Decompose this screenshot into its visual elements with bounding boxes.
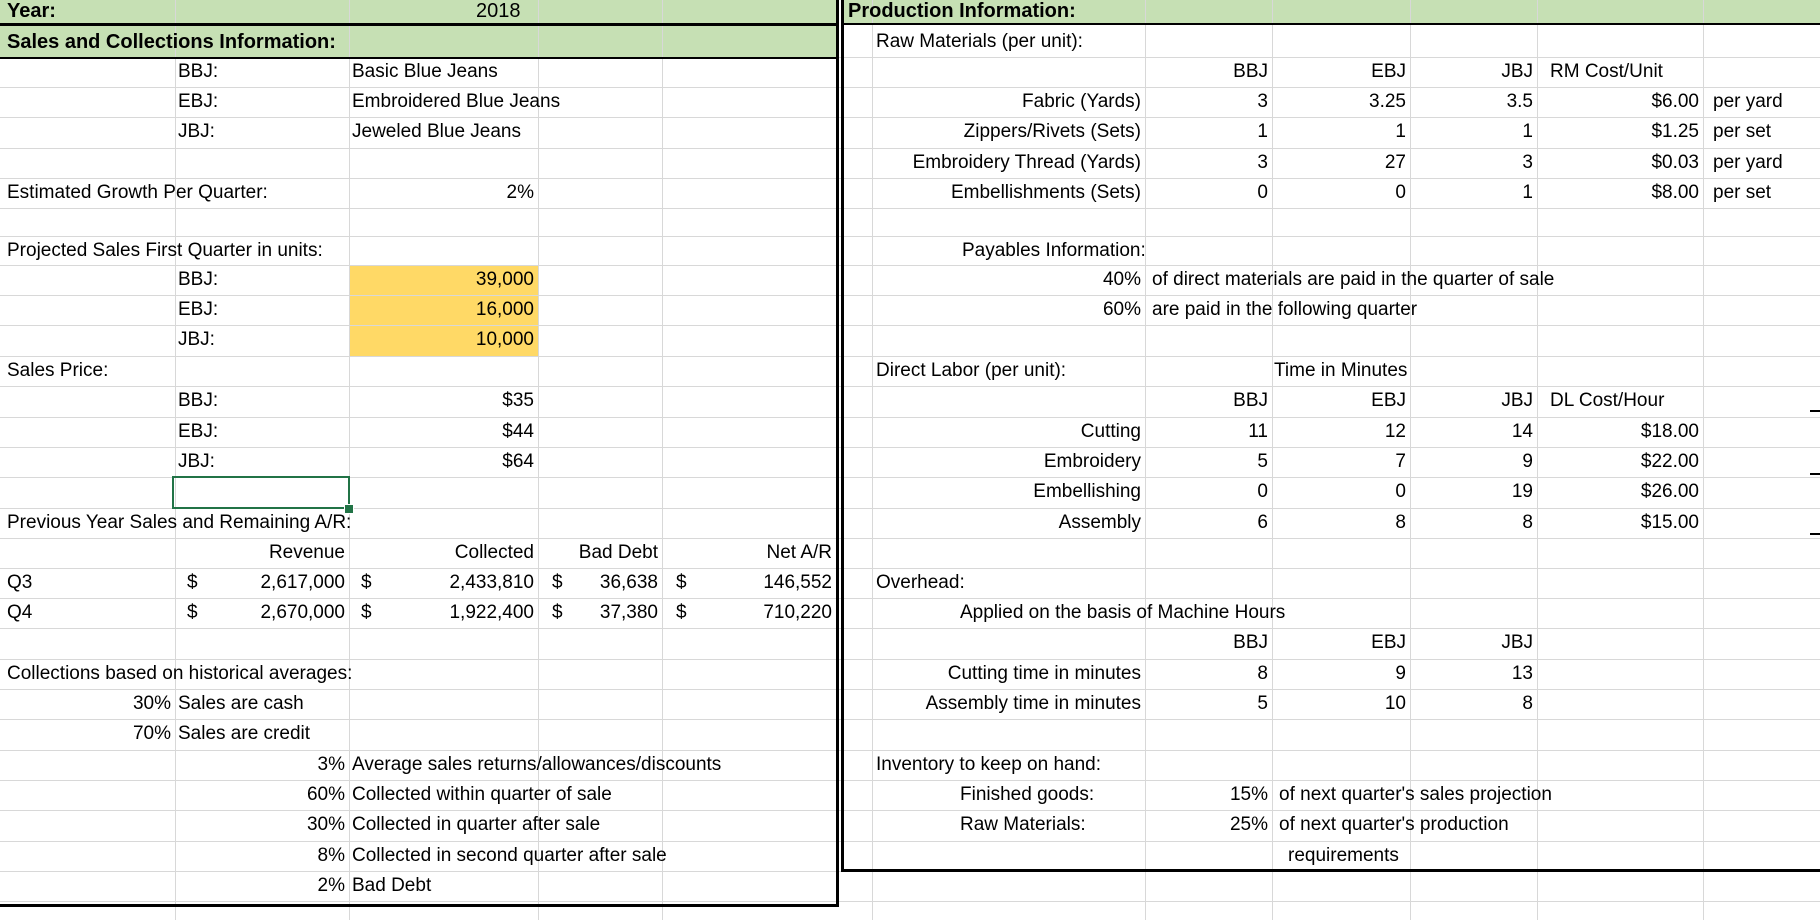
col-header-collected: Collected xyxy=(454,542,534,563)
dl-ebj[interactable]: 12 xyxy=(1384,421,1406,442)
oh-ebj[interactable]: 9 xyxy=(1395,663,1406,684)
rm-bbj[interactable]: 1 xyxy=(1257,121,1268,142)
inventory-text-cont: requirements xyxy=(1288,845,1399,866)
inventory-pct[interactable]: 25% xyxy=(1229,814,1268,835)
credit-text: Sales are credit xyxy=(178,723,311,744)
quarter-label: Q3 xyxy=(7,572,33,593)
rm-header-ebj: EBJ xyxy=(1371,61,1406,82)
collection-text: Bad Debt xyxy=(352,875,432,896)
product-code: EBJ: xyxy=(178,91,219,112)
production-section-title: Production Information: xyxy=(848,0,1076,22)
rm-cost[interactable]: $1.25 xyxy=(1651,121,1699,142)
collection-text: Average sales returns/allowances/discounts xyxy=(352,754,722,775)
prev-year-label: Previous Year Sales and Remaining A/R: xyxy=(7,512,352,533)
dl-name: Assembly xyxy=(1058,512,1141,533)
dl-header-ebj: EBJ xyxy=(1371,390,1406,411)
rm-name: Zippers/Rivets (Sets) xyxy=(963,121,1141,142)
inventory-label: Inventory to keep on hand: xyxy=(876,754,1101,775)
collection-pct[interactable]: 30% xyxy=(306,814,345,835)
growth-label: Estimated Growth Per Quarter: xyxy=(7,182,268,203)
oh-ebj[interactable]: 10 xyxy=(1384,693,1406,714)
dl-jbj[interactable]: 9 xyxy=(1522,451,1533,472)
border xyxy=(1810,473,1820,475)
border xyxy=(836,0,839,907)
rm-header-cost: RM Cost/Unit xyxy=(1550,61,1663,82)
rm-cost[interactable]: $8.00 xyxy=(1651,182,1699,203)
inventory-text: of next quarter's sales projection xyxy=(1279,784,1552,805)
projected-units-input[interactable]: 10,000 xyxy=(475,329,534,350)
direct-labor-label: Direct Labor (per unit): xyxy=(876,360,1067,381)
bad-debt-value[interactable]: 36,638 xyxy=(599,572,658,593)
dl-header-cost: DL Cost/Hour xyxy=(1550,390,1665,411)
currency-symbol: $ xyxy=(187,602,198,623)
rm-header-bbj: BBJ xyxy=(1233,61,1268,82)
rm-jbj[interactable]: 3.5 xyxy=(1506,91,1533,112)
product-name: Basic Blue Jeans xyxy=(352,61,498,82)
col-header-net-ar: Net A/R xyxy=(766,542,832,563)
collection-text: Collected within quarter of sale xyxy=(352,784,612,805)
product-name: Embroidered Blue Jeans xyxy=(352,91,561,112)
rm-header-jbj: JBJ xyxy=(1501,61,1533,82)
collection-text: Collected in quarter after sale xyxy=(352,814,601,835)
dl-ebj[interactable]: 8 xyxy=(1395,512,1406,533)
sales-price-label: Sales Price: xyxy=(7,360,109,381)
inventory-name: Raw Materials: xyxy=(960,814,1086,835)
bad-debt-value[interactable]: 37,380 xyxy=(599,602,658,623)
rm-cost[interactable]: $0.03 xyxy=(1651,152,1699,173)
projected-code: BBJ: xyxy=(178,269,219,290)
oh-header-jbj: JBJ xyxy=(1501,632,1533,653)
year-value[interactable]: 2018 xyxy=(476,0,521,22)
rm-unit: per yard xyxy=(1713,91,1783,112)
rm-ebj[interactable]: 1 xyxy=(1395,121,1406,142)
product-code: BBJ: xyxy=(178,61,219,82)
dl-jbj[interactable]: 14 xyxy=(1511,421,1533,442)
net-ar-value[interactable]: 146,552 xyxy=(763,572,832,593)
currency-symbol: $ xyxy=(361,572,372,593)
rm-jbj[interactable]: 1 xyxy=(1522,182,1533,203)
oh-name: Cutting time in minutes xyxy=(947,663,1141,684)
rm-ebj[interactable]: 0 xyxy=(1395,182,1406,203)
dl-name: Cutting xyxy=(1080,421,1141,442)
payables-label: Payables Information: xyxy=(962,240,1146,261)
dl-bbj[interactable]: 0 xyxy=(1257,481,1268,502)
oh-name: Assembly time in minutes xyxy=(925,693,1141,714)
time-in-minutes-label: Time in Minutes xyxy=(1274,360,1408,381)
border xyxy=(841,0,844,872)
rm-bbj[interactable]: 3 xyxy=(1257,152,1268,173)
rm-cost[interactable]: $6.00 xyxy=(1651,91,1699,112)
rm-bbj[interactable]: 3 xyxy=(1257,91,1268,112)
dl-name: Embroidery xyxy=(1043,451,1141,472)
col-header-bad-debt: Bad Debt xyxy=(578,542,658,563)
dl-header-bbj: BBJ xyxy=(1233,390,1268,411)
oh-header-ebj: EBJ xyxy=(1371,632,1406,653)
collection-pct[interactable]: 8% xyxy=(317,845,345,866)
oh-header-bbj: BBJ xyxy=(1233,632,1268,653)
dl-ebj[interactable]: 7 xyxy=(1395,451,1406,472)
price-value[interactable]: $64 xyxy=(502,451,534,472)
rm-unit: per set xyxy=(1713,182,1772,203)
revenue-value[interactable]: 2,670,000 xyxy=(260,602,345,623)
dl-bbj[interactable]: 11 xyxy=(1248,421,1268,442)
currency-symbol: $ xyxy=(187,572,198,593)
cash-pct[interactable]: 30% xyxy=(132,693,171,714)
dl-jbj[interactable]: 19 xyxy=(1511,481,1533,502)
year-header-fill xyxy=(0,0,838,23)
rm-ebj[interactable]: 3.25 xyxy=(1369,91,1406,112)
inventory-name: Finished goods: xyxy=(960,784,1095,805)
rm-jbj[interactable]: 3 xyxy=(1522,152,1533,173)
oh-bbj[interactable]: 8 xyxy=(1257,663,1268,684)
rm-jbj[interactable]: 1 xyxy=(1522,121,1533,142)
border xyxy=(1810,410,1820,412)
cash-text: Sales are cash xyxy=(178,693,304,714)
dl-name: Embellishing xyxy=(1033,481,1141,502)
collection-pct[interactable]: 3% xyxy=(317,754,345,775)
col-header-revenue: Revenue xyxy=(268,542,345,563)
dl-cost[interactable]: $26.00 xyxy=(1640,481,1699,502)
price-value[interactable]: $35 xyxy=(502,390,534,411)
growth-value[interactable]: 2% xyxy=(506,182,534,203)
price-code: BBJ: xyxy=(178,390,219,411)
rm-bbj[interactable]: 0 xyxy=(1257,182,1268,203)
dl-bbj[interactable]: 6 xyxy=(1257,512,1268,533)
projected-units-input[interactable]: 16,000 xyxy=(475,299,534,320)
rm-name: Embroidery Thread (Yards) xyxy=(912,152,1141,173)
product-code: JBJ: xyxy=(178,121,215,142)
payables-text: of direct materials are paid in the quarter of sale xyxy=(1152,269,1555,290)
collected-value[interactable]: 2,433,810 xyxy=(449,572,534,593)
projected-code: JBJ: xyxy=(178,329,215,350)
dl-header-jbj: JBJ xyxy=(1501,390,1533,411)
active-cell-selection[interactable] xyxy=(172,476,350,509)
currency-symbol: $ xyxy=(676,572,687,593)
price-value[interactable]: $44 xyxy=(502,421,534,442)
border xyxy=(0,904,839,907)
dl-jbj[interactable]: 8 xyxy=(1522,512,1533,533)
border xyxy=(0,23,838,26)
price-code: EBJ: xyxy=(178,421,219,442)
overhead-basis: Applied on the basis of Machine Hours xyxy=(960,602,1286,623)
collection-text: Collected in second quarter after sale xyxy=(352,845,667,866)
sales-section-title: Sales and Collections Information: xyxy=(7,31,336,53)
oh-jbj[interactable]: 8 xyxy=(1522,693,1533,714)
collection-pct[interactable]: 60% xyxy=(306,784,345,805)
overhead-label: Overhead: xyxy=(876,572,965,593)
dl-cost[interactable]: $18.00 xyxy=(1640,421,1699,442)
currency-symbol: $ xyxy=(552,602,563,623)
currency-symbol: $ xyxy=(676,602,687,623)
dl-bbj[interactable]: 5 xyxy=(1257,451,1268,472)
dl-cost[interactable]: $22.00 xyxy=(1640,451,1699,472)
price-code: JBJ: xyxy=(178,451,215,472)
dl-cost[interactable]: $15.00 xyxy=(1640,512,1699,533)
rm-ebj[interactable]: 27 xyxy=(1384,152,1406,173)
currency-symbol: $ xyxy=(361,602,372,623)
quarter-label: Q4 xyxy=(7,602,33,623)
oh-jbj[interactable]: 13 xyxy=(1511,663,1533,684)
collected-value[interactable]: 1,922,400 xyxy=(449,602,534,623)
payables-text: are paid in the following quarter xyxy=(1152,299,1418,320)
rm-name: Fabric (Yards) xyxy=(1022,91,1141,112)
revenue-value[interactable]: 2,617,000 xyxy=(260,572,345,593)
projected-units-input[interactable]: 39,000 xyxy=(475,269,534,290)
dl-ebj[interactable]: 0 xyxy=(1395,481,1406,502)
projected-label: Projected Sales First Quarter in units: xyxy=(7,240,323,261)
oh-bbj[interactable]: 5 xyxy=(1257,693,1268,714)
product-name: Jeweled Blue Jeans xyxy=(352,121,521,142)
inventory-pct[interactable]: 15% xyxy=(1229,784,1268,805)
rm-name: Embellishments (Sets) xyxy=(950,182,1141,203)
collection-pct[interactable]: 2% xyxy=(317,875,345,896)
inventory-text: of next quarter's production xyxy=(1279,814,1509,835)
payables-pct[interactable]: 60% xyxy=(1102,299,1141,320)
projected-code: EBJ: xyxy=(178,299,219,320)
raw-materials-label: Raw Materials (per unit): xyxy=(876,31,1083,52)
credit-pct[interactable]: 70% xyxy=(132,723,171,744)
rm-unit: per yard xyxy=(1713,152,1783,173)
net-ar-value[interactable]: 710,220 xyxy=(763,602,832,623)
year-label: Year: xyxy=(7,0,56,22)
payables-pct[interactable]: 40% xyxy=(1102,269,1141,290)
border xyxy=(1810,533,1820,535)
currency-symbol: $ xyxy=(552,572,563,593)
rm-unit: per set xyxy=(1713,121,1772,142)
collections-label: Collections based on historical averages: xyxy=(7,663,353,684)
